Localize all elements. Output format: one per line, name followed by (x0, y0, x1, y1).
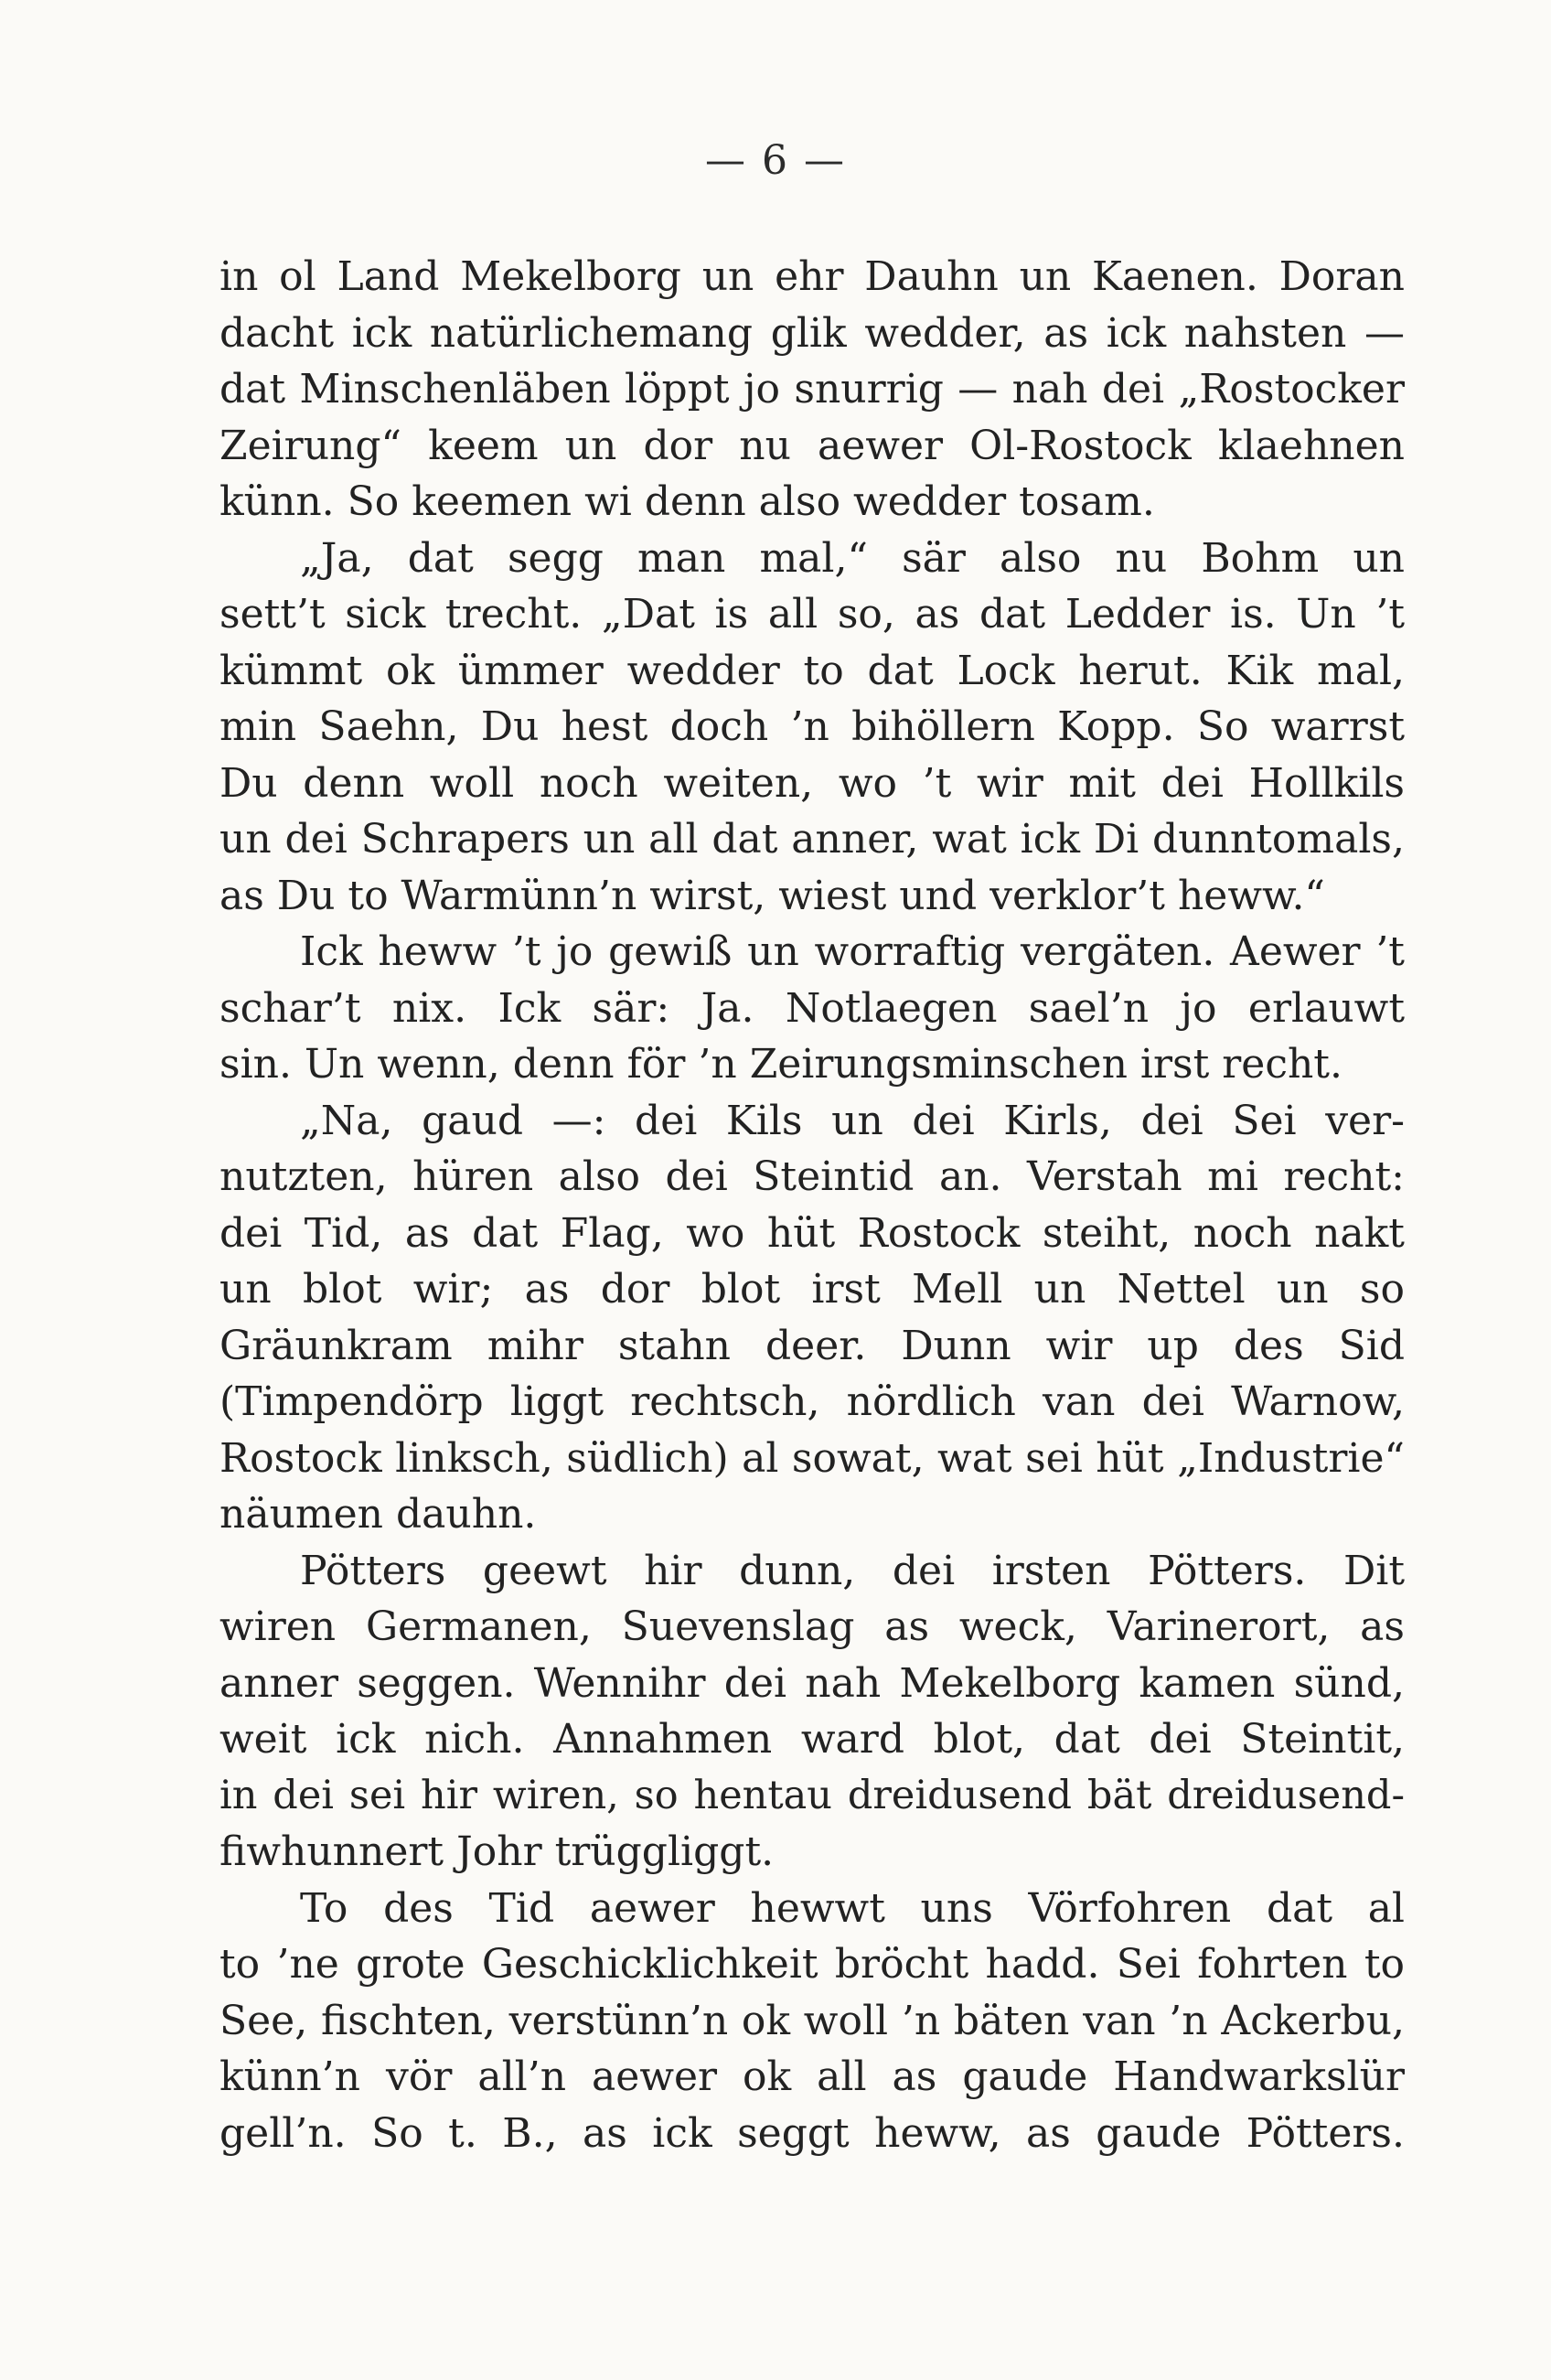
text-line: „Ja, dat segg man mal,“ sär also nu Bohm un (300, 534, 1405, 582)
text-line: Zeirung“ keem un dor nu aewer Ol-Rostock klaehnen (219, 422, 1405, 469)
text-line: gell’n. So t. B., as ick seggt heww, as gaude Pötters. (219, 2109, 1405, 2157)
text-line: künn’n vör all’n aewer ok all as gaude Handwarkslür (219, 2053, 1405, 2100)
text-line: anner seggen. Wennihr dei nah Mekelborg kamen sünd, (219, 1659, 1405, 1707)
text-line: To des Tid aewer hewwt uns Vörfohren dat al (300, 1884, 1405, 1932)
text-line: sin. Un wenn, denn för ’n Zeirungsminschen irst recht. (219, 1041, 1342, 1088)
text-line: in dei sei hir wiren, so hentau dreidusend bät dreidusend- (219, 1772, 1405, 1818)
text-line: schar’t nix. Ick sär: Ja. Notlaegen sael’n jo erlauwt (219, 984, 1405, 1032)
page-number: — 6 — (705, 137, 846, 184)
text-line: kümmt ok ümmer wedder to dat Lock herut. Kik mal, (219, 647, 1405, 694)
text-line: „Na, gaud —: dei Kils un dei Kirls, dei Sei ver- (300, 1097, 1405, 1144)
text-line: weit ick nich. Annahmen ward blot, dat dei Steintit, (219, 1716, 1405, 1763)
text-line: Du denn woll noch weiten, wo ’t wir mit dei Hollkils (219, 759, 1405, 807)
text-line: sett’t sick trecht. „Dat is all so, as dat Ledder is. Un ’t (219, 591, 1405, 638)
text-line: nutzten, hüren also dei Steintid an. Verstah mi recht: (219, 1153, 1405, 1200)
text-line: (Timpendörp liggt rechtsch, nördlich van dei Warnow, (219, 1378, 1405, 1425)
body-text (219, 249, 1405, 2161)
text-line: künn. So keemen wi denn also wedder tosam. (219, 478, 1155, 525)
text-line: as Du to Warmünn’n wirst, wiest und verklor’t heww.“ (219, 872, 1325, 919)
text-line: näumen dauhn. (219, 1491, 537, 1538)
text-line: dat Minschenläben löppt jo snurrig — nah dei „Rostocker (219, 366, 1405, 413)
text-line: un dei Schrapers un all dat anner, wat ick Di dunntomals, (219, 816, 1405, 863)
text-line: Gräunkram mihr stahn deer. Dunn wir up des Sid (219, 1322, 1405, 1369)
text-line: in ol Land Mekelborg un ehr Dauhn un Kaenen. Doran (219, 253, 1405, 300)
text-line: dei Tid, as dat Flag, wo hüt Rostock steiht, noch nakt (219, 1209, 1405, 1257)
text-line: Rostock linksch, südlich) al sowat, wat sei hüt „Industrie“ (219, 1434, 1405, 1482)
text-line: Pötters geewt hir dunn, dei irsten Pötters. Dit (300, 1547, 1405, 1594)
text-line: min Saehn, Du hest doch ’n bihöllern Kopp. So warrst (219, 703, 1405, 750)
text-line: un blot wir; as dor blot irst Mell un Nettel un so (219, 1266, 1405, 1313)
text-line: Ick heww ’t jo gewiß un worraftig vergäten. Aewer ’t (300, 928, 1405, 975)
text-line: dacht ick natürlichemang glik wedder, as ick nahsten — (219, 309, 1405, 357)
text-line: See, fischten, verstünn’n ok woll ’n bäten van ’n Ackerbu, (219, 1997, 1405, 2044)
text-line: to ’ne grote Geschicklichkeit bröcht hadd. Sei fohrten to (219, 1941, 1405, 1988)
text-line: fiwhunnert Johr trüggliggt. (219, 1828, 775, 1875)
text-line: wiren Germanen, Suevenslag as weck, Varinerort, as (219, 1603, 1405, 1650)
